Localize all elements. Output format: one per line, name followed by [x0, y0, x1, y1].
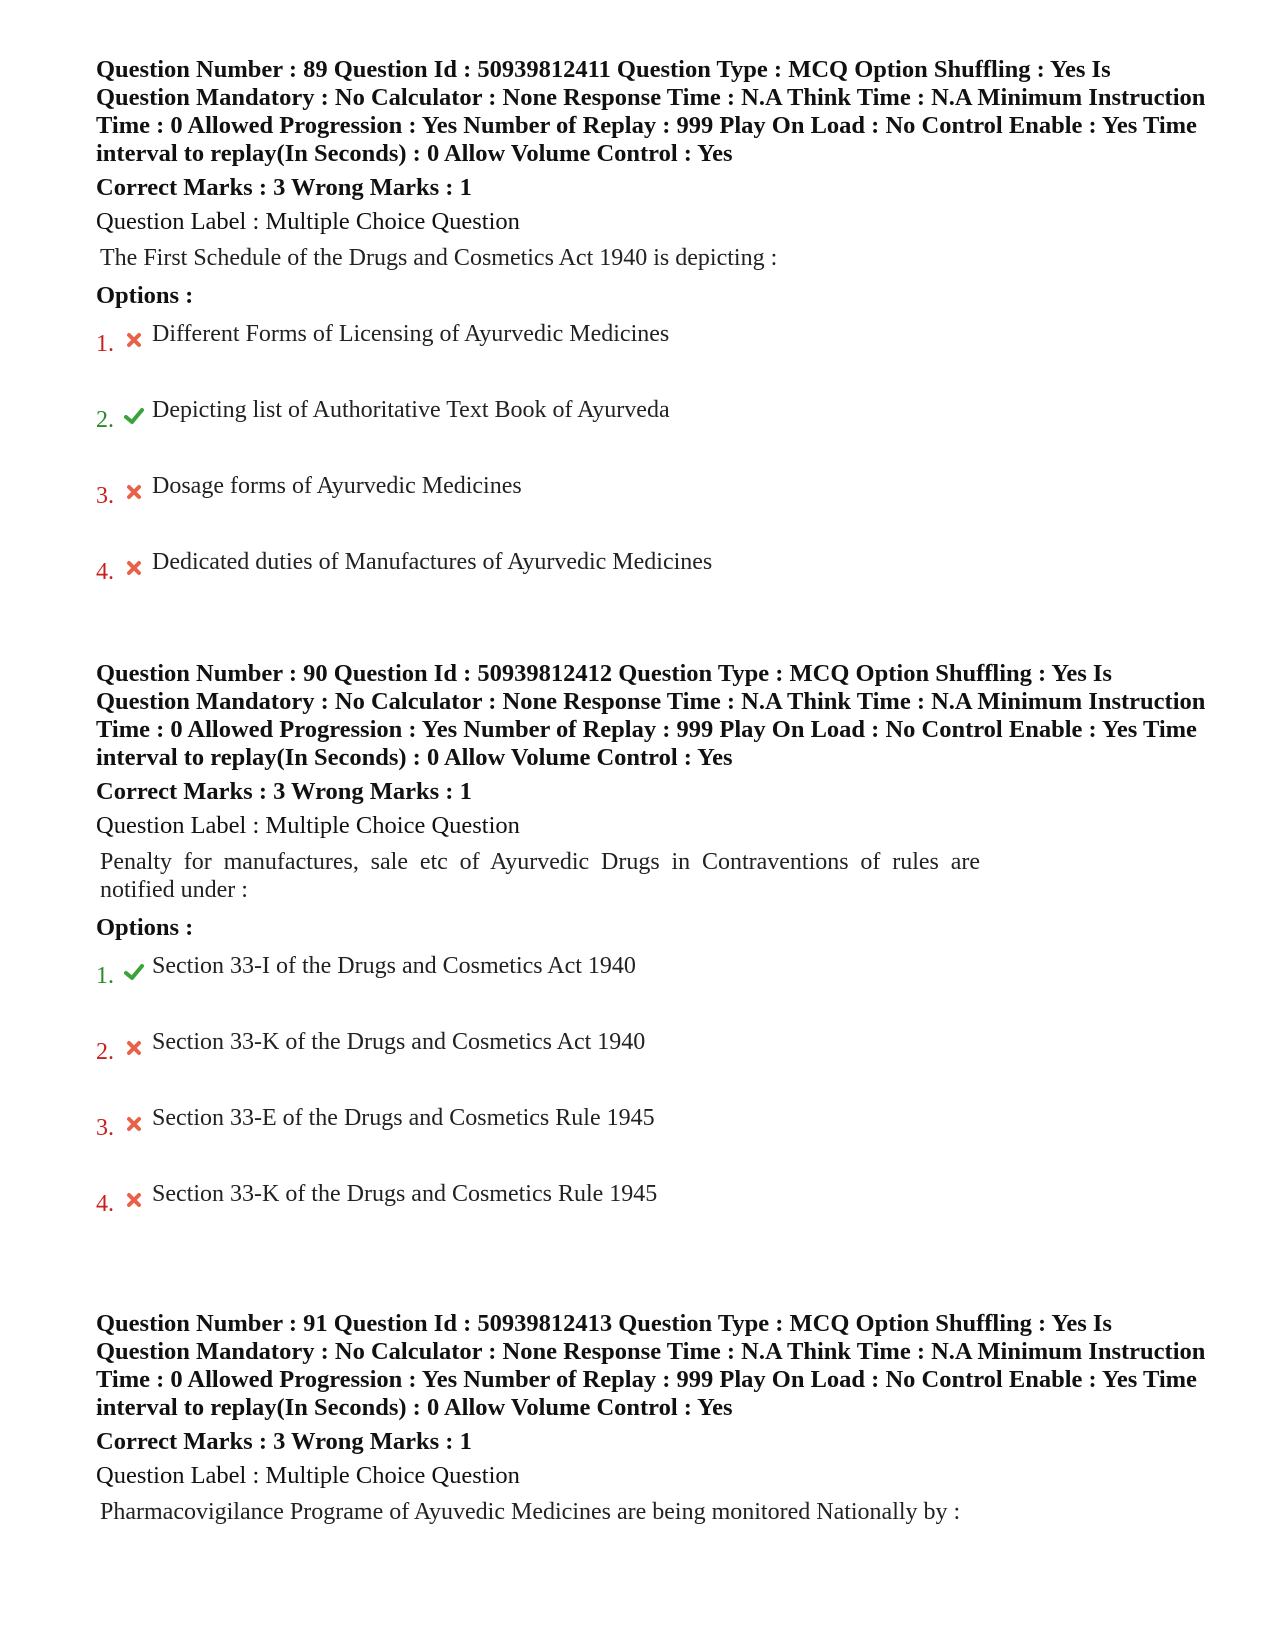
question-block	[96, 1310, 1206, 1526]
option-number: 3.	[96, 483, 114, 509]
question-text: The First Schedule of the Drugs and Cosmetics Act 1940 is depicting :	[100, 245, 778, 271]
option-text: Dedicated duties of Manufactures of Ayurvedic Medicines	[152, 549, 713, 575]
question-text: Penalty for manufactures, sale etc of Ayurvedic Drugs in Contraventions of rules are notified under :	[100, 849, 980, 903]
option-text: Dosage forms of Ayurvedic Medicines	[152, 473, 522, 499]
question-label: Question Label : Multiple Choice Question	[96, 1462, 520, 1489]
question-meta: Question Number : 89 Question Id : 50939812411 Question Type : MCQ Option Shuffling : Yes Is Question Mandatory : No Calculator : None Response Time : N.A Think Time : N.A Minimum Instruction Time : 0 Allowed Progression : Yes Number of Replay : 999 Play On Load : No Control Enable : Yes Time interval to replay(In Seconds) : 0 Allow Volume Control : Yes	[96, 56, 1206, 167]
option-number: 3.	[96, 1115, 114, 1141]
question-marks: Correct Marks : 3 Wrong Marks : 1	[96, 778, 472, 805]
question-meta: Question Number : 91 Question Id : 50939812413 Question Type : MCQ Option Shuffling : Yes Is Question Mandatory : No Calculator : None Response Time : N.A Think Time : N.A Minimum Instruction Time : 0 Allowed Progression : Yes Number of Replay : 999 Play On Load : No Control Enable : Yes Time interval to replay(In Seconds) : 0 Allow Volume Control : Yes	[96, 1310, 1206, 1421]
option-text: Different Forms of Licensing of Ayurvedic Medicines	[152, 321, 670, 347]
option-number: 2.	[96, 407, 114, 433]
option-item	[96, 952, 1206, 989]
question-label: Question Label : Multiple Choice Question	[96, 812, 520, 839]
option-number: 4.	[96, 1191, 114, 1217]
cross-icon	[124, 330, 144, 350]
option-number: 4.	[96, 559, 114, 585]
option-number: 1.	[96, 331, 114, 357]
cross-icon	[124, 1038, 144, 1058]
question-block	[96, 660, 1206, 1217]
check-icon	[124, 962, 144, 982]
cross-icon	[124, 482, 144, 502]
option-item	[96, 1104, 1206, 1141]
options-list	[96, 320, 1206, 585]
question-marks: Correct Marks : 3 Wrong Marks : 1	[96, 174, 472, 201]
option-item	[96, 1180, 1206, 1217]
question-block	[96, 56, 1206, 585]
cross-icon	[124, 1114, 144, 1134]
question-text: Pharmacovigilance Programe of Ayuvedic Medicines are being monitored Nationally by :	[100, 1499, 961, 1525]
option-item	[96, 548, 1206, 585]
options-list	[96, 952, 1206, 1217]
question-meta: Question Number : 90 Question Id : 50939812412 Question Type : MCQ Option Shuffling : Yes Is Question Mandatory : No Calculator : None Response Time : N.A Think Time : N.A Minimum Instruction Time : 0 Allowed Progression : Yes Number of Replay : 999 Play On Load : No Control Enable : Yes Time interval to replay(In Seconds) : 0 Allow Volume Control : Yes	[96, 660, 1206, 771]
option-number: 2.	[96, 1039, 114, 1065]
option-text: Depicting list of Authoritative Text Book of Ayurveda	[152, 397, 670, 423]
cross-icon	[124, 558, 144, 578]
option-item	[96, 472, 1206, 509]
options-heading: Options :	[96, 914, 194, 941]
option-item	[96, 1028, 1206, 1065]
options-heading: Options :	[96, 282, 194, 309]
option-item	[96, 320, 1206, 357]
option-text: Section 33-K of the Drugs and Cosmetics Act 1940	[152, 1029, 646, 1055]
cross-icon	[124, 1190, 144, 1210]
option-item	[96, 396, 1206, 433]
option-number: 1.	[96, 963, 114, 989]
check-icon	[124, 406, 144, 426]
question-marks: Correct Marks : 3 Wrong Marks : 1	[96, 1428, 472, 1455]
option-text: Section 33-E of the Drugs and Cosmetics Rule 1945	[152, 1105, 655, 1131]
option-text: Section 33-I of the Drugs and Cosmetics Act 1940	[152, 953, 636, 979]
question-label: Question Label : Multiple Choice Question	[96, 208, 520, 235]
option-text: Section 33-K of the Drugs and Cosmetics Rule 1945	[152, 1181, 658, 1207]
